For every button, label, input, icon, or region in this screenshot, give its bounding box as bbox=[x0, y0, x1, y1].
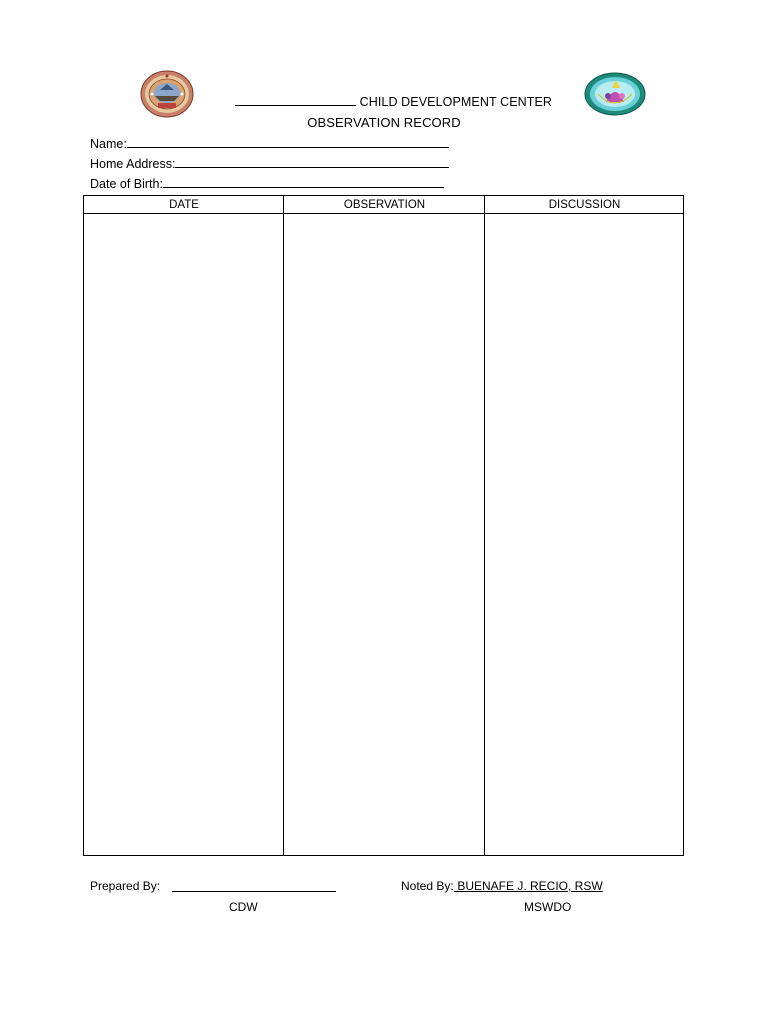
home-address-label: Home Address: bbox=[90, 157, 176, 171]
mswdo-seal-icon bbox=[584, 72, 646, 116]
column-header-discussion: DISCUSSION bbox=[548, 199, 621, 211]
date-of-birth-label: Date of Birth: bbox=[90, 177, 163, 191]
prepared-by-signature-line bbox=[172, 891, 336, 892]
noted-by-name: BUENAFE J. RECIO, RSW bbox=[454, 879, 603, 893]
page-title: OBSERVATION RECORD bbox=[307, 115, 461, 130]
name-field bbox=[90, 136, 449, 151]
column-header-observation: OBSERVATION bbox=[343, 199, 426, 211]
date-cell[interactable] bbox=[84, 214, 283, 855]
column-header-date: DATE bbox=[169, 199, 199, 211]
prepared-by-role: CDW bbox=[229, 900, 258, 914]
date-of-birth-blank bbox=[163, 176, 444, 188]
discussion-cell[interactable] bbox=[485, 214, 683, 855]
date-of-birth-field bbox=[90, 176, 444, 191]
home-address-blank bbox=[175, 156, 449, 168]
prepared-by-label: Prepared By: bbox=[90, 879, 161, 893]
observation-cell[interactable] bbox=[284, 214, 484, 855]
name-blank bbox=[127, 136, 449, 148]
municipal-seal-icon bbox=[140, 70, 194, 118]
noted-by-role: MSWDO bbox=[524, 900, 572, 914]
table-header-row bbox=[84, 196, 683, 214]
center-name-suffix: CHILD DEVELOPMENT CENTER bbox=[359, 95, 553, 109]
name-label: Name: bbox=[90, 137, 127, 151]
noted-by-label: Noted By: bbox=[401, 879, 454, 893]
observation-table bbox=[83, 195, 684, 856]
center-name-blank bbox=[235, 94, 356, 106]
home-address-field bbox=[90, 156, 449, 171]
